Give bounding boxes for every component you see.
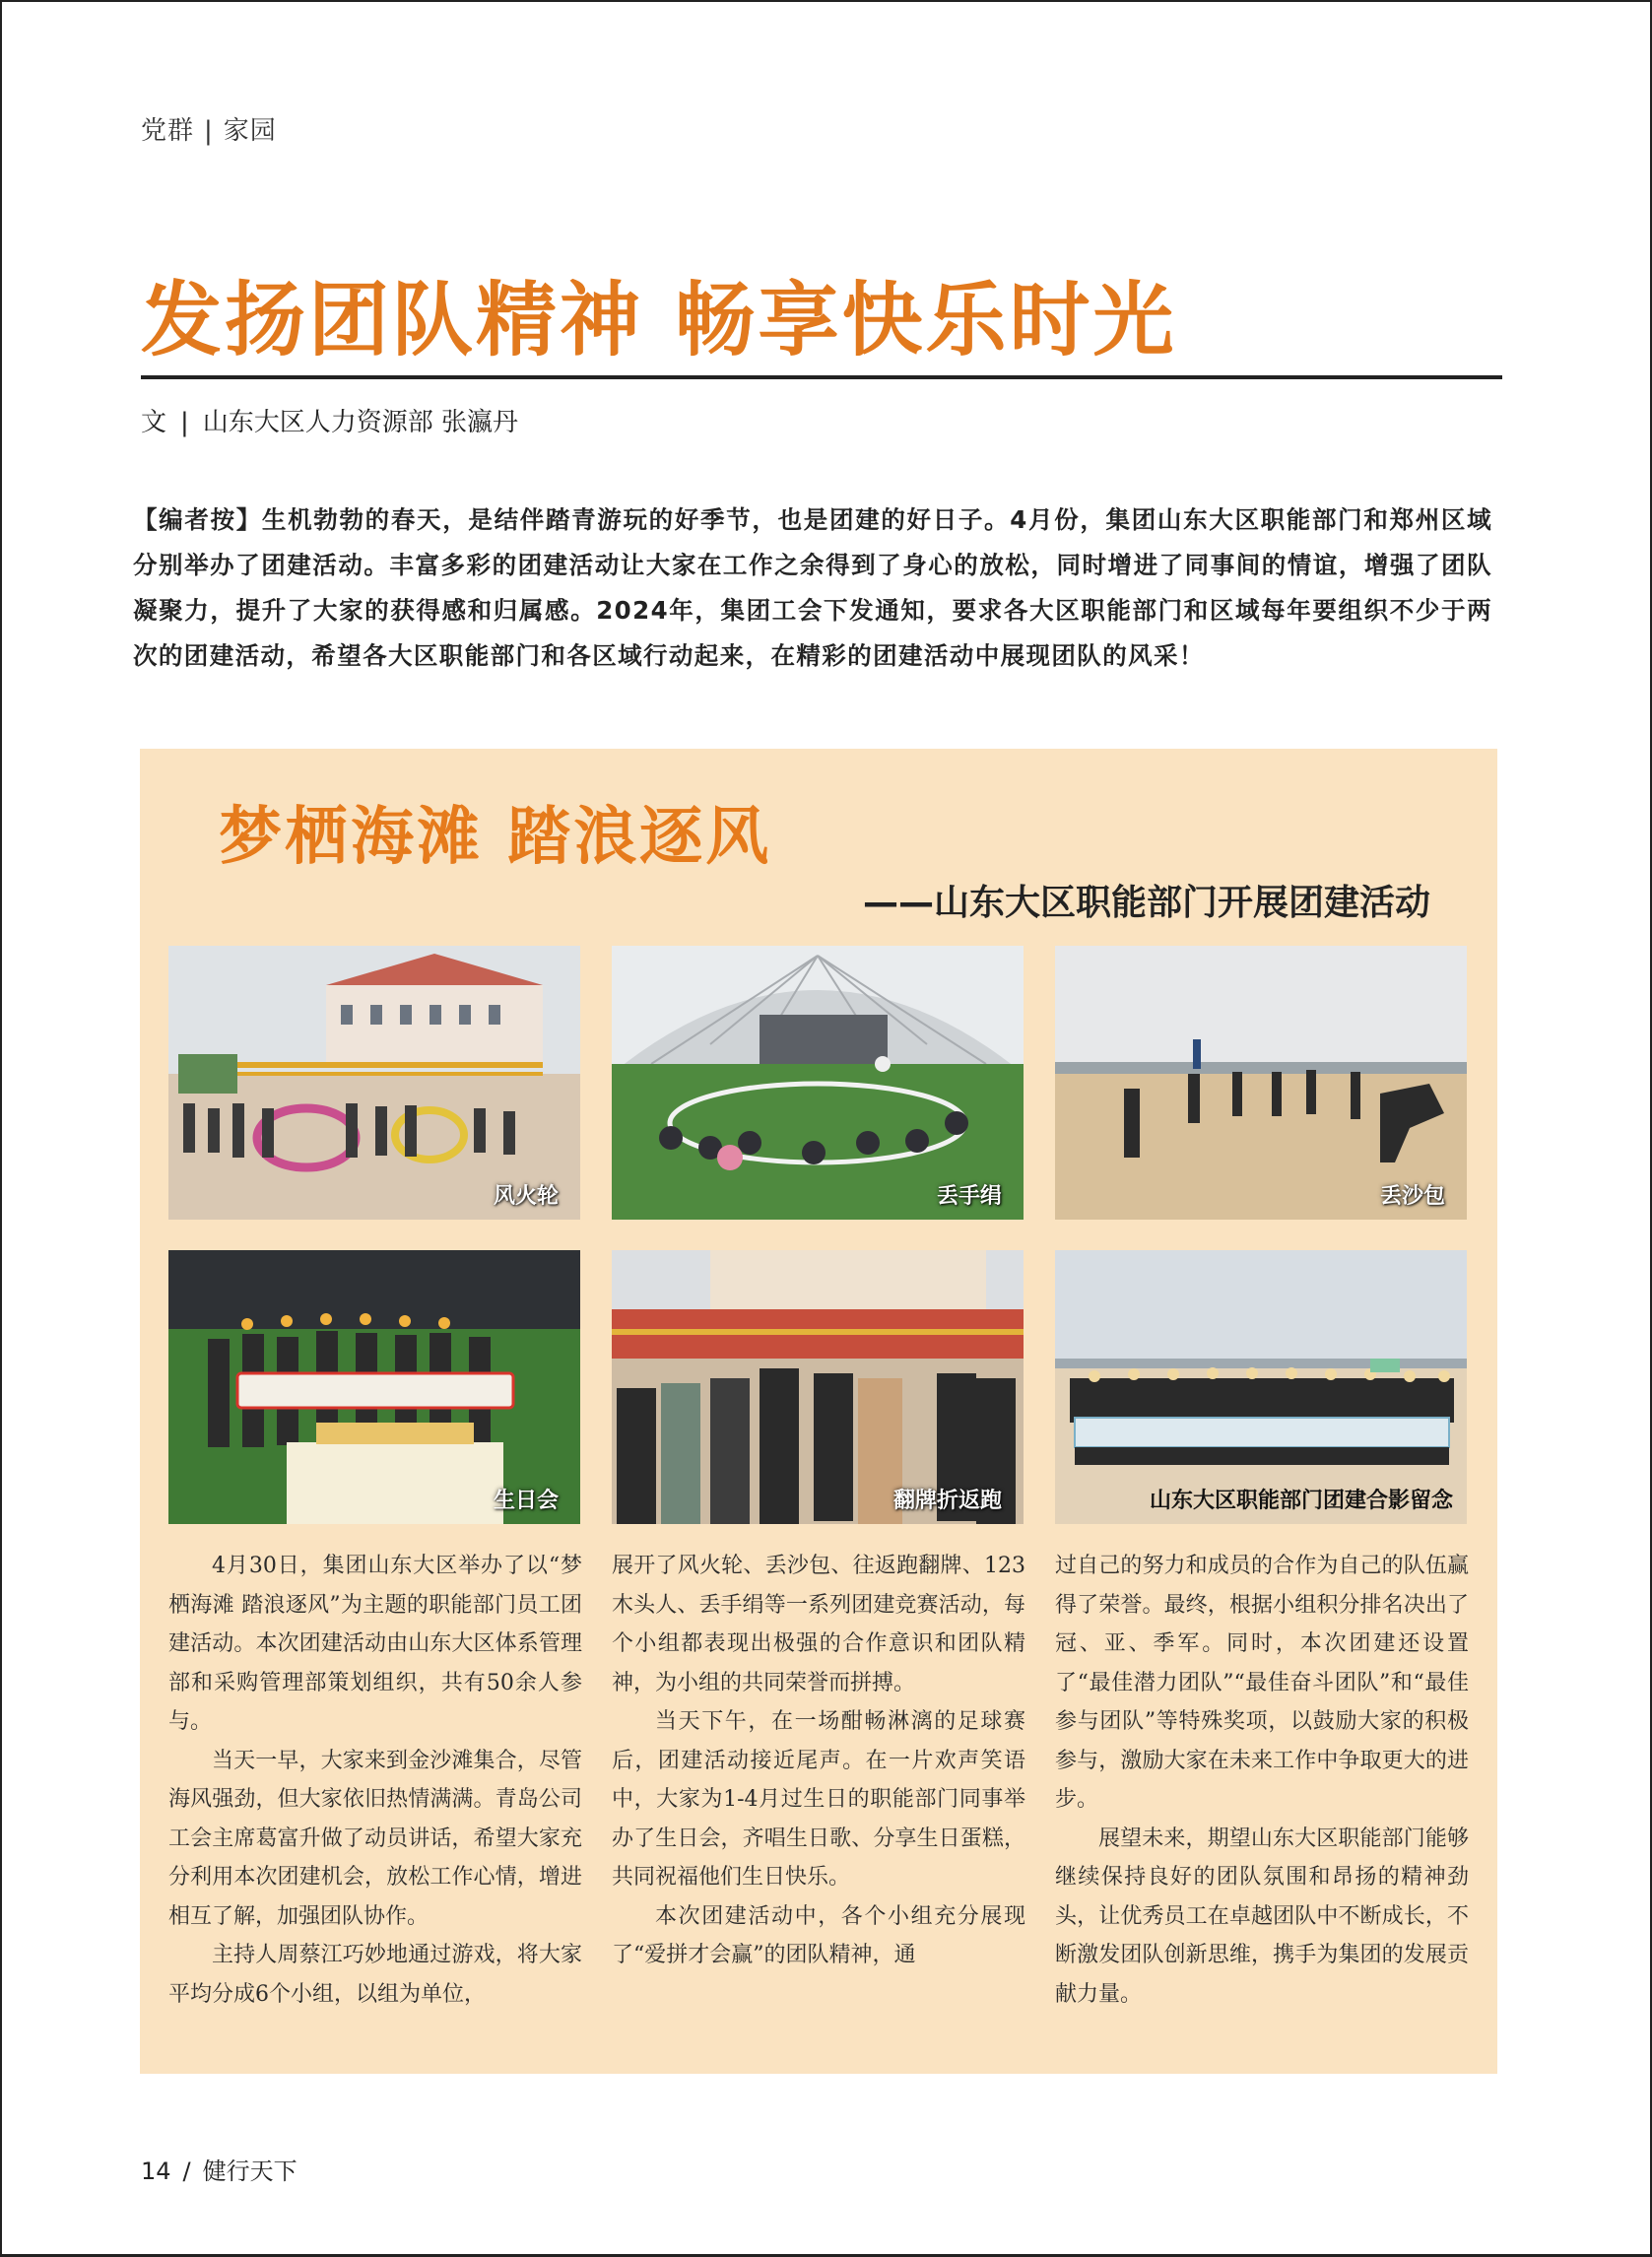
article-column-2 [612,1547,1025,1975]
byline-separator: | [180,408,189,437]
photo-birthday-party [168,1250,580,1524]
photo-sandbag-toss [1055,946,1467,1220]
page-footer [141,2152,297,2186]
footer-separator: / [182,2157,191,2185]
paragraph: 本次团建活动中，各个小组充分展现了“爱拼才会赢”的团队精神，通 [612,1903,1025,1967]
article-column-1 [168,1547,582,2014]
section-label [141,110,277,147]
photo-card-flip-relay [612,1250,1024,1524]
byline [141,402,518,438]
article-title: 发扬团队精神 畅享快乐时光 [141,273,1177,367]
photo-drop-handkerchief [612,946,1024,1220]
panel-subtitle: ——山东大区职能部门开展团建活动 [862,883,1430,923]
photo-caption: 生日会 [493,1489,559,1513]
photo-caption: 风火轮 [493,1184,559,1209]
editor-note: 【编者按】生机勃勃的春天，是结伴踏青游玩的好季节，也是团建的好日子。4月份，集团山东大区职能部门和郑州区域分别举办了团建活动。丰富多彩的团建活动让大家在工作之余得到了身心的放松，同时增进了同事间的情谊，增强了团队凝聚力，提升了大家的获得感和归属感。2024年，集团工会下发通知，要求各大区职能部门和区域每年要组织不少于两次的团建活动，希望各大区职能部门和各区域行动起来，在精彩的团建活动中展现团队的风采！ [133,505,1492,670]
paragraph: 过自己的努力和成员的合作为自己的队伍赢得了荣誉。最终，根据小组积分排名决出了冠、亚、季军。同时，本次团建还设置了“最佳潜力团队”“最佳奋斗团队”和“最佳参与团队”等特殊奖项，以鼓励大家的积极参与，激励大家在未来工作中争取更大的进步。 [1055,1554,1469,1812]
subsection-name: 家园 [223,116,277,146]
paragraph: 当天下午，在一场酣畅淋漓的足球赛后，团建活动接近尾声。在一片欢声笑语中，大家为1-4月过生日的职能部门同事举办了生日会，齐唱生日歌、分享生日蛋糕，共同祝福他们生日快乐。 [612,1709,1025,1890]
page-number: 14 [141,2157,171,2185]
magazine-name: 健行天下 [202,2157,297,2185]
byline-author: 山东大区人力资源部 张瀛丹 [202,408,519,437]
photo-caption: 丢沙包 [1379,1184,1445,1209]
photo-caption: 翻牌折返跑 [892,1489,1002,1513]
paragraph: 主持人周蔡江巧妙地通过游戏，将大家平均分成6个小组，以组为单位， [168,1943,582,2007]
paragraph: 4月30日，集团山东大区举办了以“梦栖海滩 踏浪逐风”为主题的职能部门员工团建活动。本次团建活动由山东大区体系管理部和采购管理部策划组织，共有50余人参与。 [168,1554,582,1734]
photo-wind-fire-wheel [168,946,580,1220]
paragraph: 展望未来，期望山东大区职能部门能够继续保持良好的团队氛围和昂扬的精神劲头，让优秀员工在卓越团队中不断成长，不断激发团队创新思维，携手为集团的发展贡献力量。 [1055,1826,1469,2007]
section-name: 党群 [141,116,195,146]
photo-group-picture [1055,1250,1467,1524]
photo-caption: 山东大区职能部门团建合影留念 [1149,1489,1453,1513]
title-divider [141,375,1502,379]
byline-prefix: 文 [141,408,167,437]
panel-title: 梦栖海滩 踏浪逐风 [219,800,772,874]
paragraph: 当天一早，大家来到金沙滩集合，尽管海风强劲，但大家依旧热情满满。青岛公司工会主席葛富升做了动员讲话，希望大家充分利用本次团建机会，放松工作心情，增进相互了解，加强团队协作。 [168,1748,582,1929]
photo-caption: 丢手绢 [936,1184,1002,1209]
paragraph: 展开了风火轮、丢沙包、往返跑翻牌、123木头人、丢手绢等一系列团建竞赛活动，每个小组都表现出极强的合作意识和团队精神，为小组的共同荣誉而拼搏。 [612,1554,1025,1695]
section-separator: | [204,116,214,146]
article-column-3 [1055,1547,1469,2014]
